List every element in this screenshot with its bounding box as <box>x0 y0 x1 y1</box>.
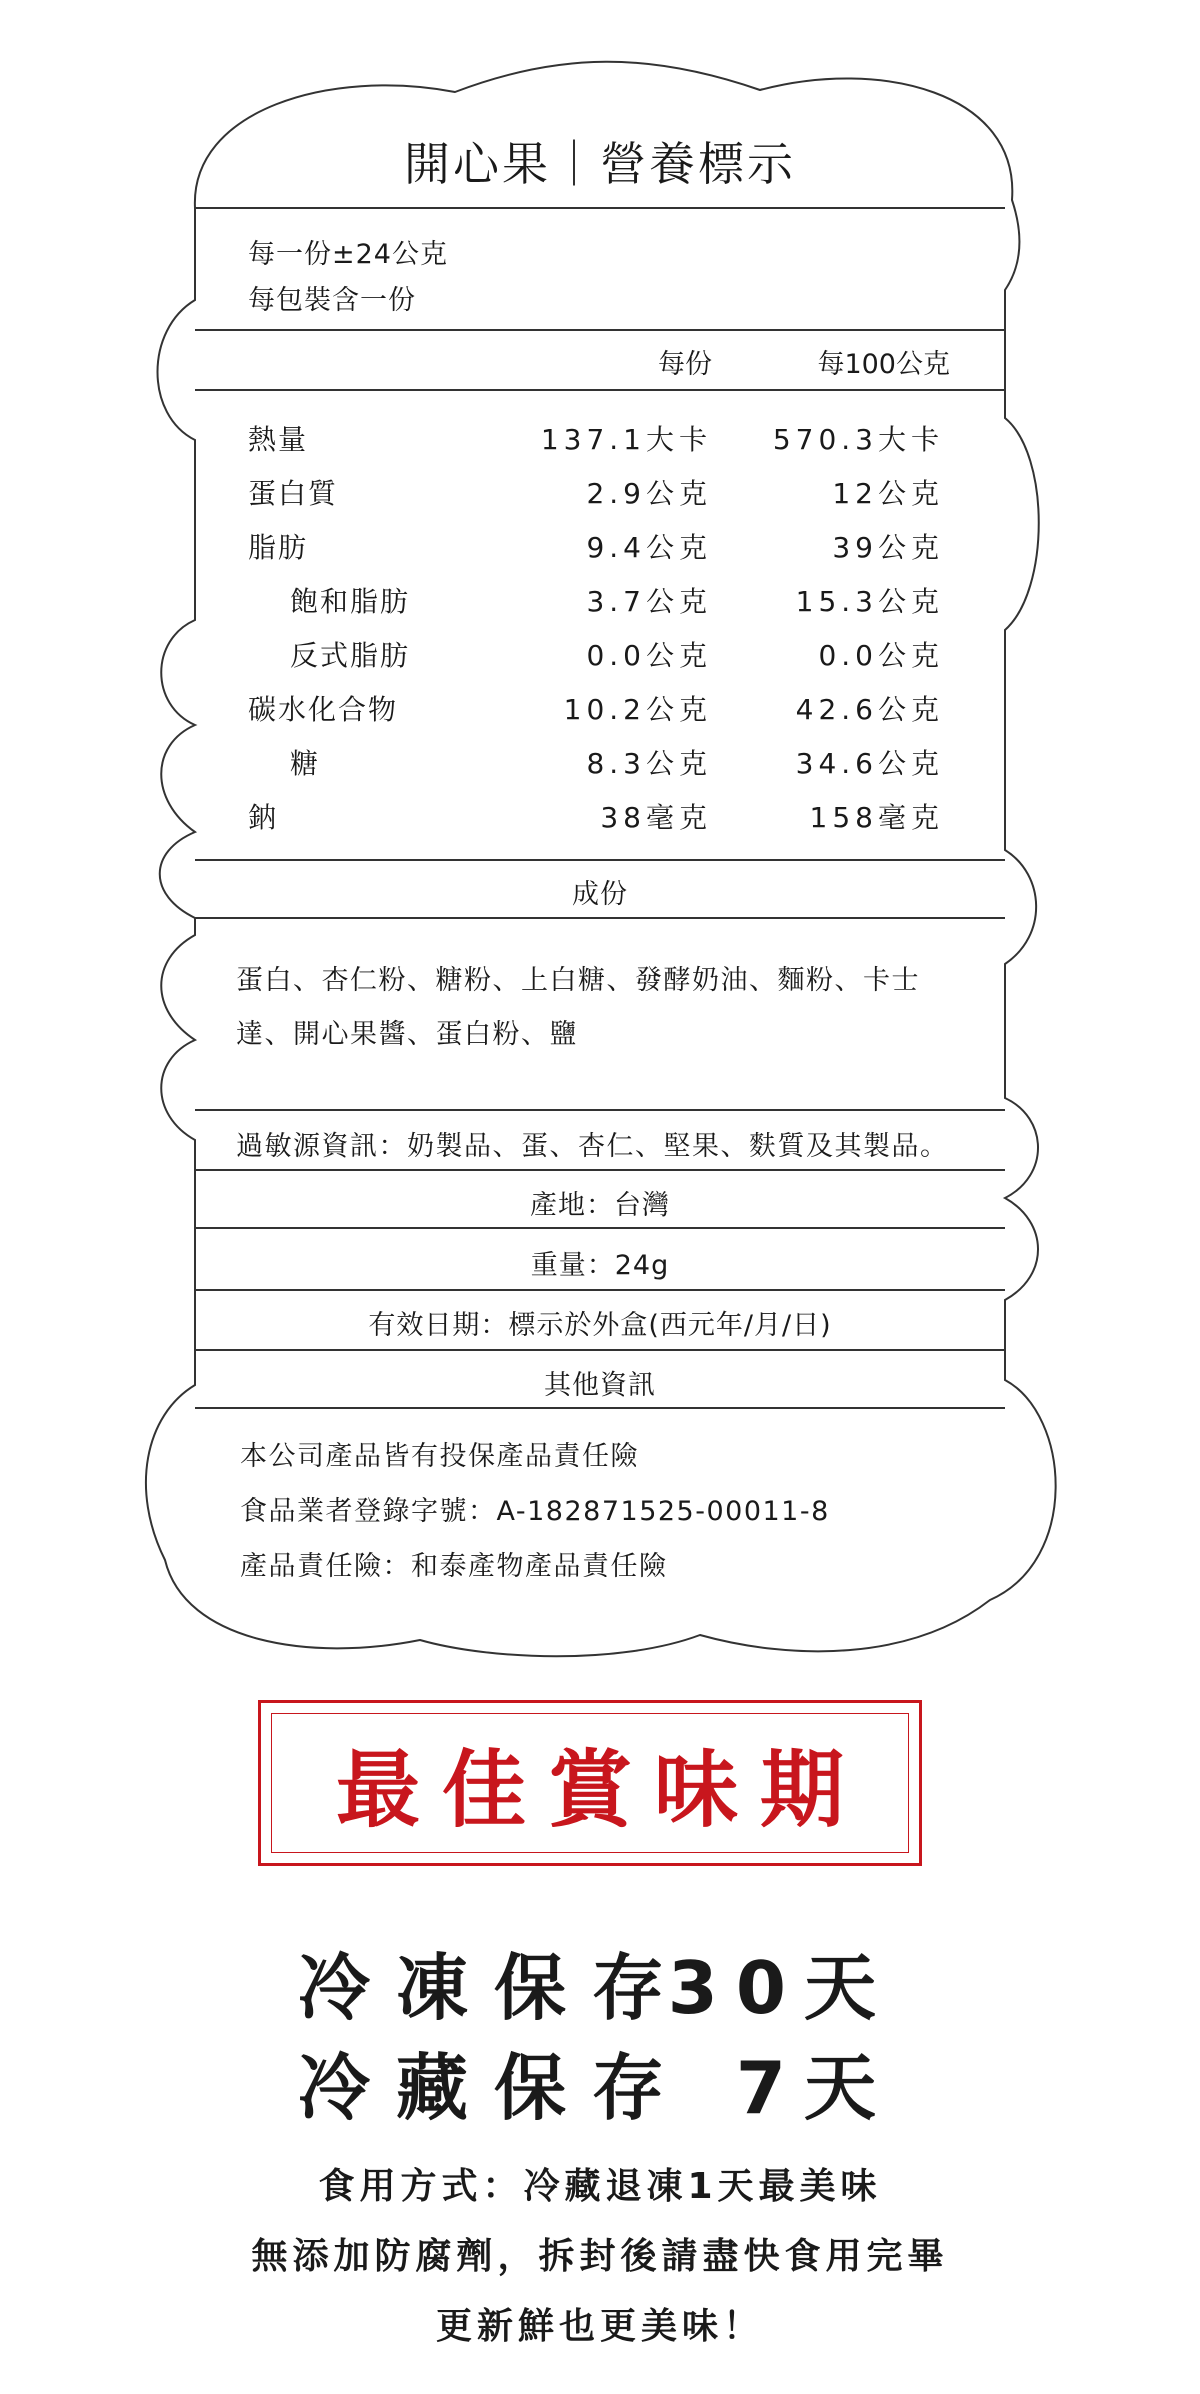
other-info-line: 本公司產品皆有投保產品責任險 <box>240 1441 639 1472</box>
nutrient-per-serving: 9.4公克 <box>586 531 712 564</box>
usage-instruction: 食用方式：冷藏退凍1天最美味 <box>318 2166 882 2207</box>
nutrient-name: 飽和脂肪 <box>290 585 411 618</box>
refrigerated-storage-row <box>0 2030 1200 2130</box>
food-registration-number: 食品業者登錄字號：A-182871525-00011-8 <box>240 1496 830 1527</box>
column-header-per-serving: 每份 <box>658 349 712 380</box>
nutrient-per-serving: 137.1大卡 <box>540 423 712 456</box>
nutrient-per-100g: 158毫克 <box>809 801 944 834</box>
origin: 產地：台灣 <box>530 1190 670 1221</box>
nutrient-row <box>0 526 1200 580</box>
nutrient-row <box>0 418 1200 472</box>
nutrient-per-100g: 15.3公克 <box>795 585 944 618</box>
freshness-note: 更新鮮也更美味！ <box>435 2306 764 2347</box>
best-before-box <box>258 1700 922 1866</box>
other-info-heading: 其他資訊 <box>544 1370 656 1401</box>
nutrient-name: 糖 <box>290 747 321 780</box>
ingredients-heading: 成份 <box>572 879 628 910</box>
allergen-info: 過敏源資訊：奶製品、蛋、杏仁、堅果、麩質及其製品。 <box>236 1131 949 1162</box>
refrigerated-storage-days <box>736 2030 888 2134</box>
best-before-inner-frame <box>271 1713 909 1853</box>
nutrient-per-100g: 42.6公克 <box>795 693 944 726</box>
day-unit: 天 <box>803 1946 888 2030</box>
nutrient-per-serving: 8.3公克 <box>586 747 712 780</box>
nutrient-row <box>0 634 1200 688</box>
nutrient-per-serving: 3.7公克 <box>586 585 712 618</box>
refrigerated-storage-label: 冷藏保存 <box>298 2046 691 2130</box>
nutrient-name: 熱量 <box>248 423 309 456</box>
frozen-days-number: 30 <box>667 1946 804 2030</box>
serving-size: 每一份±24公克 <box>248 239 448 270</box>
other-info-line: 產品責任險：和泰產物產品責任險 <box>240 1551 668 1582</box>
preservative-note: 無添加防腐劑，拆封後請盡快食用完畢 <box>251 2236 949 2277</box>
nutrient-name: 碳水化合物 <box>248 693 399 726</box>
nutrient-row <box>0 796 1200 850</box>
servings-per-pack: 每包裝含一份 <box>248 285 416 316</box>
nutrient-name: 脂肪 <box>248 531 309 564</box>
nutrient-per-serving: 2.9公克 <box>586 477 712 510</box>
nutrient-per-100g: 0.0公克 <box>818 639 944 672</box>
nutrient-row <box>0 580 1200 634</box>
frozen-storage-row <box>0 1930 1200 2030</box>
expiry-date-note: 有效日期：標示於外盒(西元年/月/日) <box>368 1310 832 1341</box>
net-weight: 重量：24g <box>530 1250 670 1281</box>
nutrient-per-100g: 12公克 <box>832 477 944 510</box>
nutrient-name: 鈉 <box>248 801 279 834</box>
label-title: 開心果｜營養標示 <box>404 137 796 191</box>
nutrient-per-serving: 10.2公克 <box>563 693 712 726</box>
best-before-title: 最佳賞味期 <box>335 1740 866 1839</box>
nutrient-row <box>0 472 1200 526</box>
nutrient-per-serving: 0.0公克 <box>586 639 712 672</box>
frozen-storage-days <box>668 1930 888 2034</box>
nutrient-name: 蛋白質 <box>248 477 339 510</box>
nutrient-per-100g: 39公克 <box>832 531 944 564</box>
nutrient-per-100g: 34.6公克 <box>795 747 944 780</box>
nutrient-per-serving: 38毫克 <box>600 801 712 834</box>
column-header-per-100g: 每100公克 <box>817 349 950 380</box>
frozen-storage-label: 冷凍保存 <box>298 1946 691 2030</box>
nutrient-row <box>0 688 1200 742</box>
nutrient-row <box>0 742 1200 796</box>
nutrient-name: 反式脂肪 <box>290 639 411 672</box>
refrigerated-days-number: 7 <box>735 2046 804 2130</box>
nutrient-per-100g: 570.3大卡 <box>772 423 944 456</box>
ingredients-line: 達、開心果醬、蛋白粉、鹽 <box>236 1019 578 1050</box>
day-unit: 天 <box>803 2046 888 2130</box>
ingredients-line: 蛋白、杏仁粉、糖粉、上白糖、發酵奶油、麵粉、卡士 <box>236 965 920 996</box>
